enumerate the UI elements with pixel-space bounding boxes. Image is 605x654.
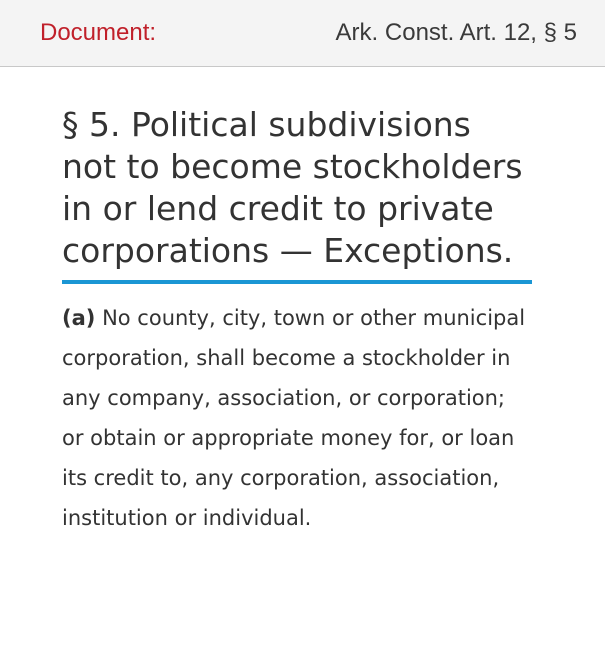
- section-title: § 5. Political subdivisions not to become stockholders in or lend credit to private corporations — Exceptions.: [62, 104, 532, 284]
- section-paragraph-a: [62, 298, 532, 538]
- paragraph-label: (a): [62, 306, 96, 330]
- document-citation: Ark. Const. Art. 12, § 5: [335, 19, 577, 46]
- paragraph-text: No county, city, town or other municipal corporation, shall become a stockholder in any company, association, or corporation; or obtain or appropriate money for, or loan its credit to, any corporation, association, institution or individual.: [62, 306, 526, 530]
- document-content: [62, 104, 532, 538]
- document-label: Document:: [40, 19, 157, 46]
- document-header: [0, 0, 605, 67]
